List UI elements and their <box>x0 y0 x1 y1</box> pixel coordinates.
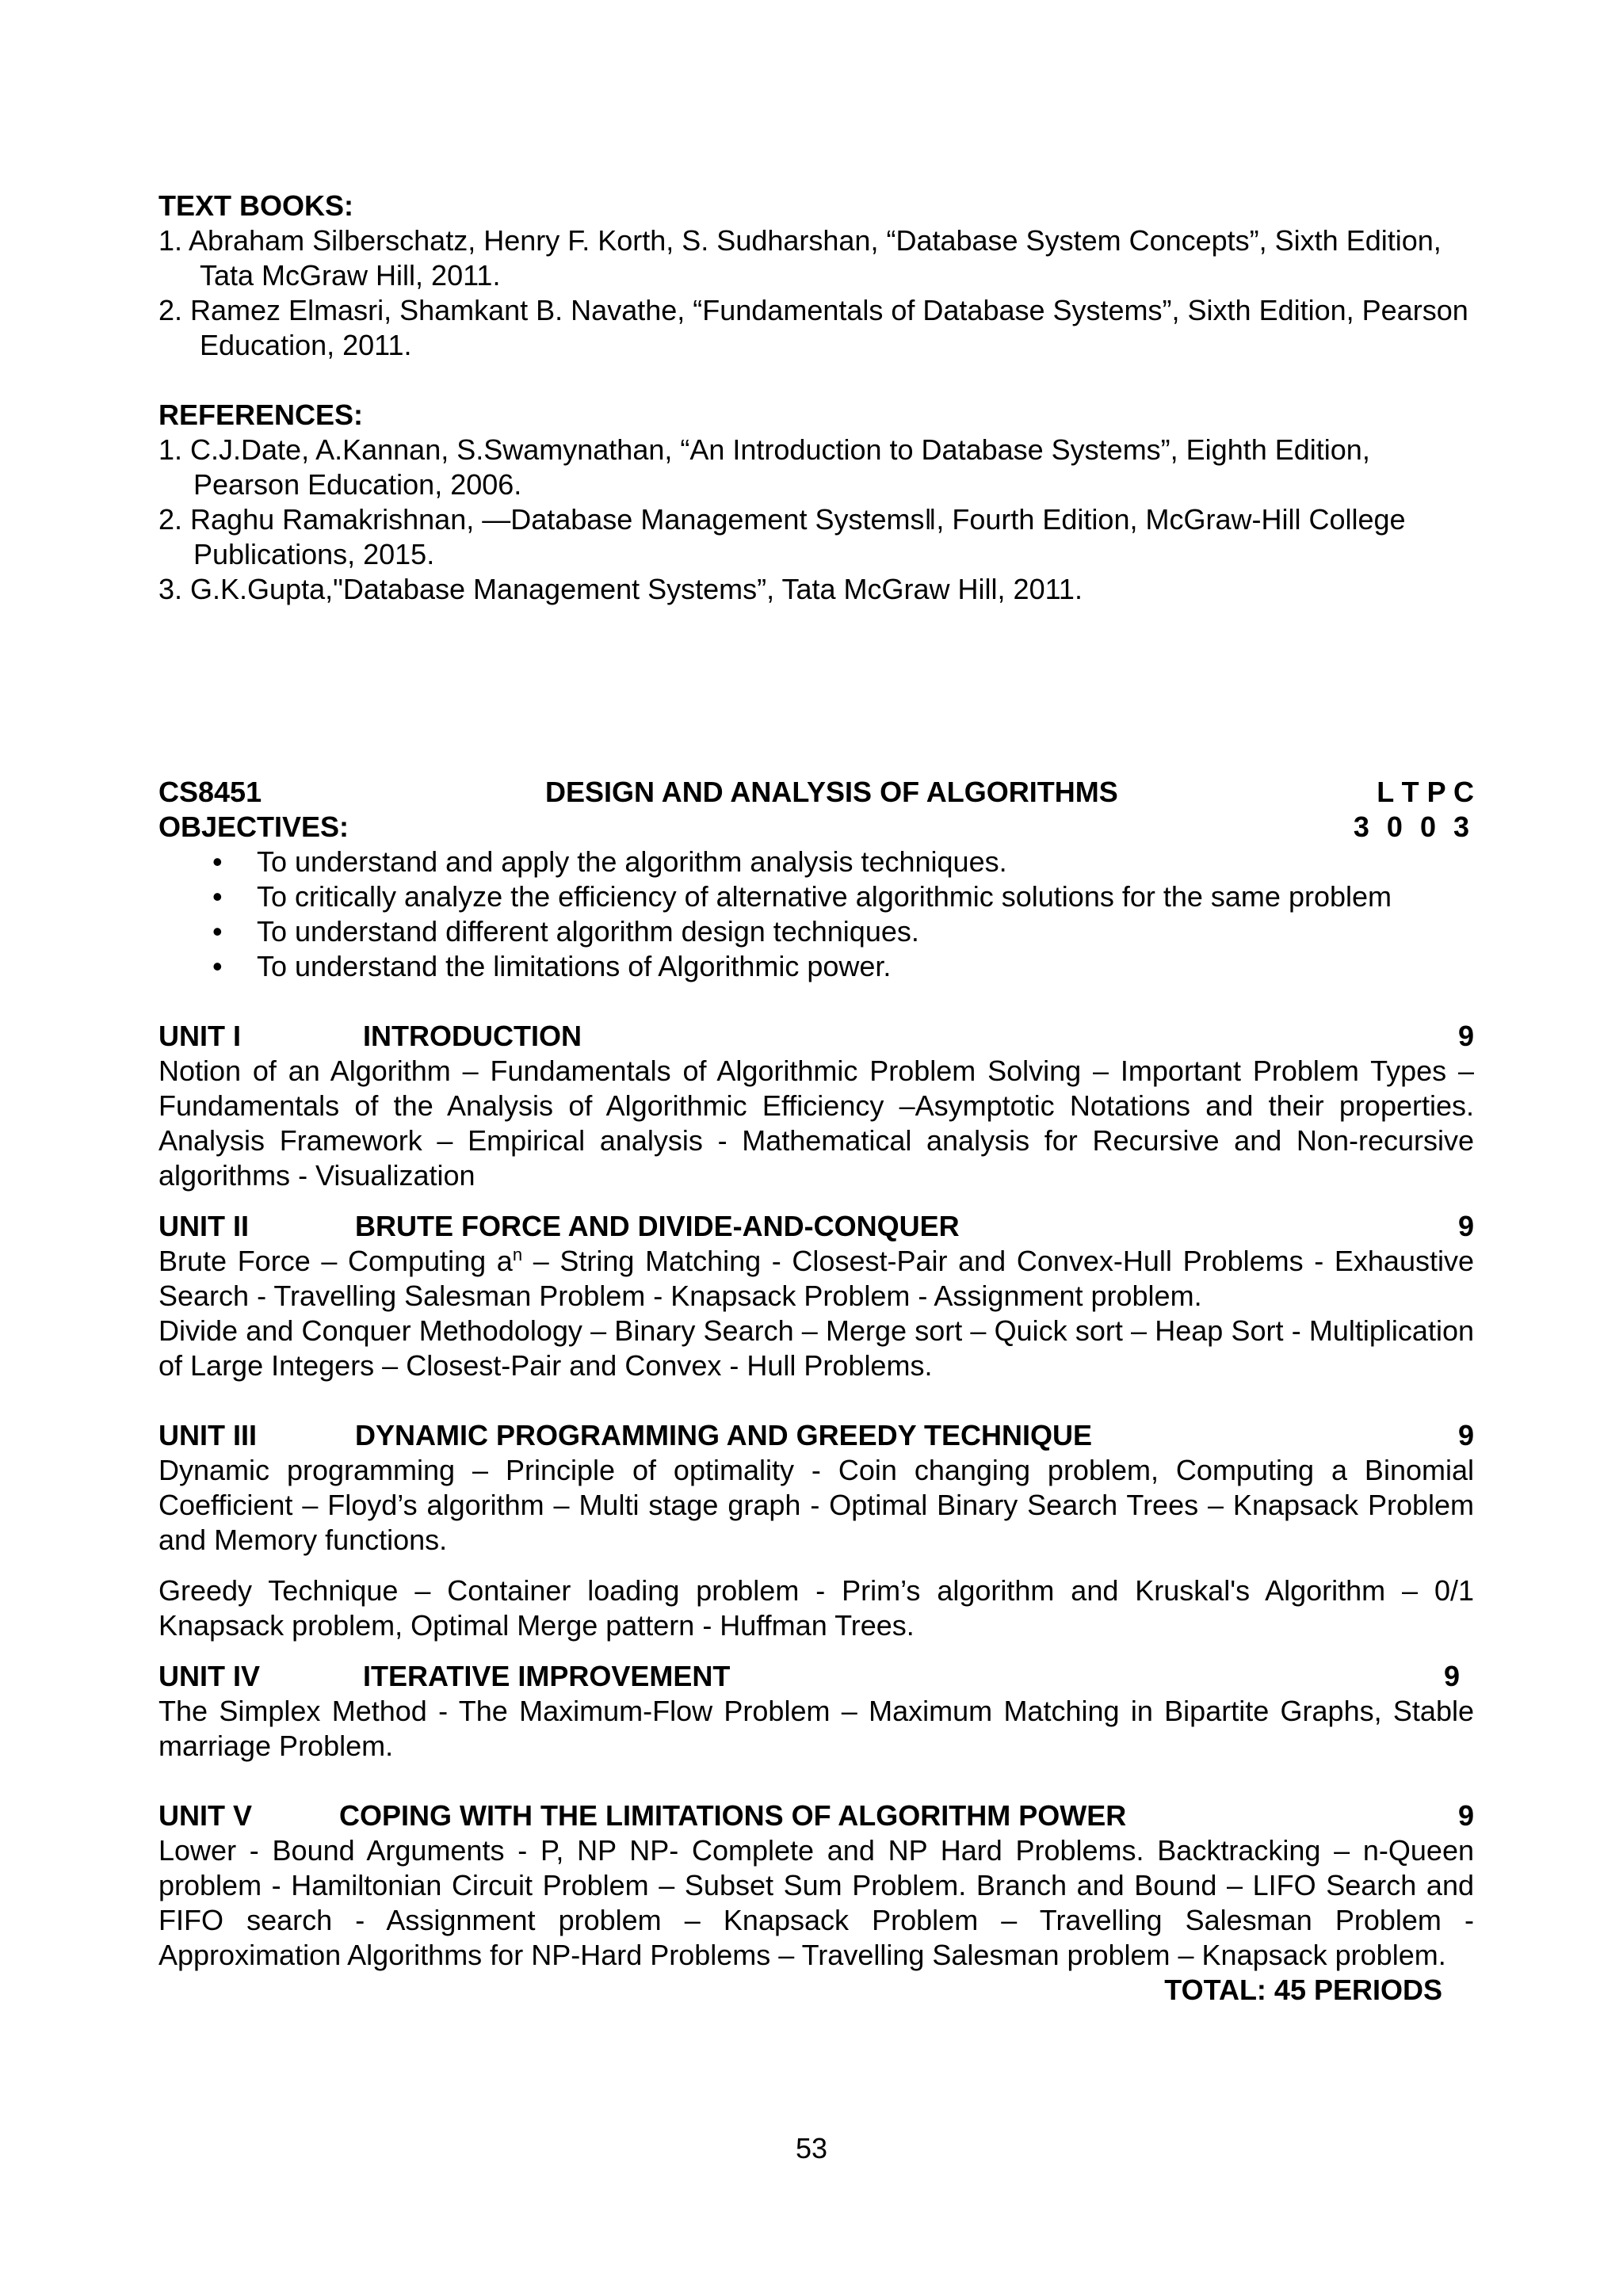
unit-hours: 9 <box>1457 1020 1474 1052</box>
unit-hours: 9 <box>1457 1799 1474 1832</box>
unit-hours: 9 <box>1457 1210 1474 1242</box>
ltpc-values: 3 0 0 3 <box>1353 810 1474 843</box>
objective-item: • To understand and apply the algorithm analysis techniques. <box>257 845 1474 879</box>
document-page <box>158 189 1474 2008</box>
total-periods: TOTAL: 45 PERIODS <box>1164 1974 1442 2006</box>
unit-number: UNIT III <box>158 1419 257 1451</box>
textbook-item: 1. Abraham Silberschatz, Henry F. Korth, S. Sudharshan, “Database System Concepts”, Sixth Edition, Tata McGraw Hill, 2011. <box>158 224 1442 292</box>
unit-description: Brute Force – Computing $a^n$ – String Matching - Closest-Pair and Convex-Hull Problems - Exhaustive Search - Travelling Salesman Problem - Knapsack Problem - Assignment problem. <box>158 1245 1474 1312</box>
reference-item: 3. G.K.Gupta,"Database Management Systems”, Tata McGraw Hill, 2011. <box>158 573 1083 605</box>
unit-hours: 9 <box>1443 1660 1460 1692</box>
unit-description: The Simplex Method - The Maximum-Flow Problem – Maximum Matching in Bipartite Graphs, Stable marriage Problem. <box>158 1695 1474 1762</box>
textbooks-heading: TEXT BOOKS: <box>158 189 354 222</box>
unit-description: Notion of an Algorithm – Fundamentals of Algorithmic Problem Solving – Important Problem Types – Fundamentals of the Analysis of Algorithmic Efficiency –Asymptotic Notations and their properties. Analysis Framework – Empirical analysis - Mathematical analysis for Recursive and Non-recursive algorithms - Visualization <box>158 1055 1474 1192</box>
unit-number: UNIT V <box>158 1799 253 1832</box>
unit-title: COPING WITH THE LIMITATIONS OF ALGORITHM POWER <box>339 1799 1127 1832</box>
objective-item: • To understand the limitations of Algorithmic power. <box>257 949 1474 984</box>
unit-header <box>158 1798 1474 1833</box>
unit-title: INTRODUCTION <box>363 1020 582 1052</box>
page-number: 53 <box>795 2132 828 2164</box>
unit-description: Dynamic programming – Principle of optimality - Coin changing problem, Computing a Binomial Coefficient – Floyd’s algorithm – Multi stage graph - Optimal Binary Search Trees – Knapsack Problem and Memory functions. <box>158 1454 1474 1556</box>
objective-item: • To critically analyze the efficiency of alternative algorithmic solutions for the same problem <box>257 879 1474 914</box>
unit-number: UNIT I <box>158 1020 241 1052</box>
objective-item: • To understand different algorithm design techniques. <box>257 914 1474 949</box>
unit-header <box>158 1019 1474 1054</box>
objectives-heading: OBJECTIVES: <box>158 810 349 843</box>
unit-header <box>158 1418 1474 1453</box>
unit-title: DYNAMIC PROGRAMMING AND GREEDY TECHNIQUE <box>355 1419 1093 1451</box>
reference-item: 2. Raghu Ramakrishnan, —Database Management Systems‖, Fourth Edition, McGraw-Hill College Publications, 2015. <box>158 503 1406 570</box>
ltpc-label: L T P C <box>1377 776 1474 808</box>
unit-number: UNIT II <box>158 1210 249 1242</box>
course-code: CS8451 <box>158 776 262 808</box>
course-title: DESIGN AND ANALYSIS OF ALGORITHMS <box>545 776 1118 808</box>
unit-description: Divide and Conquer Methodology – Binary Search – Merge sort – Quick sort – Heap Sort - Multiplication of Large Integers – Closest-Pair and Convex - Hull Problems. <box>158 1314 1474 1382</box>
unit-hours: 9 <box>1457 1419 1474 1451</box>
unit-header <box>158 1209 1474 1244</box>
unit-description: Lower - Bound Arguments - P, NP NP- Complete and NP Hard Problems. Backtracking – n-Queen problem - Hamiltonian Circuit Problem – Subset Sum Problem. Branch and Bound – LIFO Search and FIFO search - Assignment problem – Knapsack Problem – Travelling Salesman Problem - Approximation Algorithms for NP-Hard Problems – Travelling Salesman problem – Knapsack problem. <box>158 1834 1474 1971</box>
unit-description: Greedy Technique – Container loading problem - Prim’s algorithm and Kruskal's Algorithm – 0/1 Knapsack problem, Optimal Merge pattern - Huffman Trees. <box>158 1574 1474 1642</box>
unit-title: BRUTE FORCE AND DIVIDE-AND-CONQUER <box>355 1210 960 1242</box>
unit-number: UNIT IV <box>158 1660 261 1692</box>
reference-item: 1. C.J.Date, A.Kannan, S.Swamynathan, “An Introduction to Database Systems”, Eighth Edition, Pearson Education, 2006. <box>158 433 1370 501</box>
textbook-item: 2. Ramez Elmasri, Shamkant B. Navathe, “Fundamentals of Database Systems”, Sixth Edition, Pearson Education, 2011. <box>158 294 1468 361</box>
objectives-list <box>158 845 1474 984</box>
references-heading: REFERENCES: <box>158 399 364 431</box>
unit-header <box>158 1659 1474 1694</box>
unit-title: ITERATIVE IMPROVEMENT <box>363 1660 731 1692</box>
superscript-n: n <box>512 1245 523 1264</box>
